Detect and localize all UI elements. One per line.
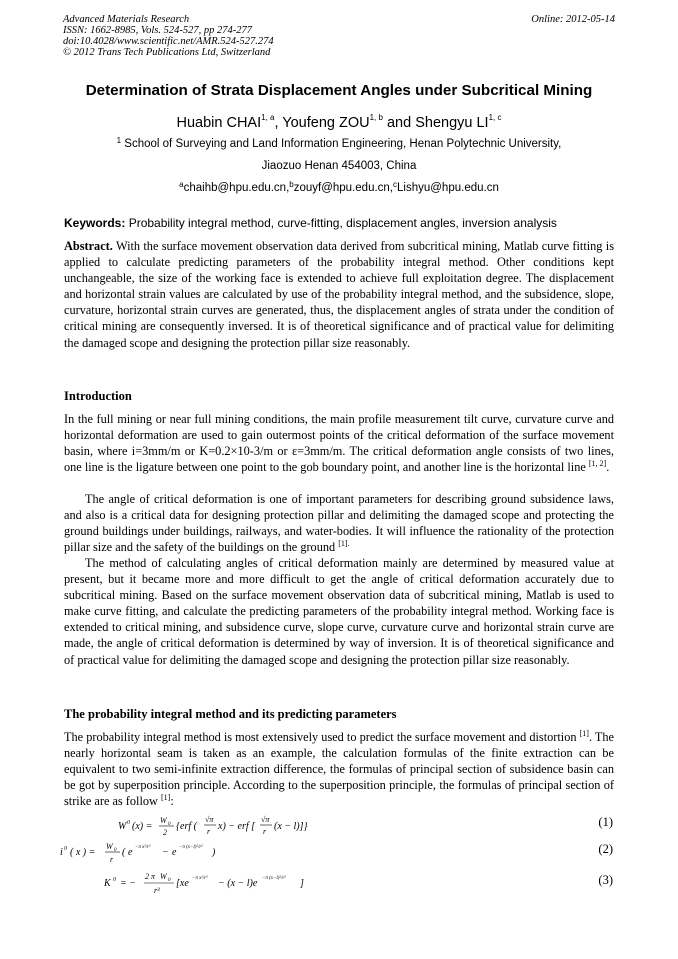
intro-p1-end: .	[606, 460, 610, 475]
author-sep: and	[382, 115, 416, 131]
author-sup: 1, a	[261, 113, 275, 122]
journal-name: Advanced Materials Research	[63, 14, 190, 25]
citation: [1]	[160, 793, 171, 803]
email-sup: c	[393, 180, 398, 189]
equation-number: (2)	[598, 842, 613, 856]
svg-text:0: 0	[113, 877, 116, 883]
doi-line: doi:10.4028/www.scientific.net/AMR.524-527.274	[63, 36, 274, 47]
svg-text:): )	[212, 847, 216, 858]
intro-p1-text: In the full mining or near full mining conditions, the main profile measurement tilt curve, curvature curve and horizontal deformation are used to gain outermost points of the critical deformation of the surface movement basin, where i=3mm/m or K=0.2×10-3/m or ε=3mm/m. The critical deformation angle consists of two lines, one line is the ligature between one point to the gob boundary point, and another line is the horizontal line	[64, 412, 614, 475]
method-paragraph-1	[64, 729, 614, 809]
svg-text:0: 0	[114, 848, 117, 853]
author-sup: 1, c	[488, 113, 502, 122]
journal-header	[63, 14, 615, 58]
email-sup: b	[289, 180, 294, 189]
affiliation-text: School of Surveying and Land Information Engineering, Henan Polytechnic University,	[121, 138, 562, 150]
svg-text:{erf (: {erf (	[176, 821, 197, 832]
intro-p2-text: The angle of critical deformation is one of important parameters for describing ground subsidence laws, and also is a critical data for designing protection pillar and delimiting the damaged scope and protecting the ground buildings under buildings, railways, and water-bodies. It will influence the rationality of the protection pillar size and the safety of the buildings on the ground	[64, 492, 614, 555]
keywords-label: Keywords:	[64, 216, 126, 230]
svg-text:( x ) =: ( x ) =	[70, 847, 96, 858]
svg-text:2: 2	[163, 828, 167, 837]
svg-text:(x − l)]}: (x − l)]}	[274, 821, 308, 832]
svg-text:(x) =: (x) =	[132, 821, 153, 832]
method-p1-end: :	[170, 794, 174, 809]
equation-2-formula	[60, 836, 250, 866]
author-name: Huabin CHAI	[176, 115, 262, 131]
online-date: Online: 2012-05-14	[531, 14, 615, 25]
svg-text:W: W	[160, 872, 167, 881]
svg-text:i: i	[60, 847, 63, 858]
equation-3	[104, 866, 324, 900]
citation: [1].	[338, 539, 350, 549]
svg-text:x) − erf [: x) − erf [	[218, 821, 256, 832]
svg-text:− (x − l)e: − (x − l)e	[218, 878, 258, 889]
svg-text:0: 0	[168, 822, 171, 827]
email-sup: a	[179, 180, 184, 189]
email-address[interactable]: Lishyu@hpu.edu.cn	[397, 182, 499, 194]
abstract	[64, 238, 614, 351]
svg-text:e: e	[172, 847, 177, 858]
svg-text:]: ]	[300, 878, 304, 889]
section-heading-introduction: Introduction	[64, 389, 132, 403]
intro-paragraph-1	[64, 411, 614, 475]
affiliation-line-2: Jiaozuo Henan 454003, China	[261, 160, 417, 172]
svg-text:2 π: 2 π	[145, 872, 156, 881]
svg-text:−π (x−l)²/r²: −π (x−l)²/r²	[179, 845, 203, 850]
svg-text:[xe: [xe	[176, 878, 189, 889]
svg-text:√π: √π	[261, 815, 270, 824]
email-list	[0, 182, 678, 194]
svg-text:−π x²/r²: −π x²/r²	[192, 876, 208, 881]
email-address[interactable]: zouyf@hpu.edu.cn,	[293, 182, 394, 194]
svg-text:−: −	[162, 847, 169, 858]
equation-number: (1)	[598, 815, 613, 829]
svg-text:√π: √π	[205, 815, 214, 824]
method-p1-text: The probability integral method is most extensively used to predict the surface movement and distortion	[64, 730, 580, 744]
citation: [1, 2]	[588, 459, 607, 469]
citation: [1]	[579, 729, 589, 738]
abstract-text: With the surface movement observation data derived from subcritical mining, Matlab curve fitting is applied to calculate predicting parameters of the probability integral method. Other conditions kept unchangeable, the size of the working face is extended to achieve full exploitation degree. The displacement and horizontal strain values are calculated by use of the probability integral method, and the subsidence, slope, curvature, horizontal strain curves are generated, thus, the displacement angles of strata under the condition of critical mining are consequently inversed. It is of theoretical significance and of practical value for delimiting the damaged scope and designing the protection pillar size reasonably.	[64, 239, 614, 350]
svg-text:W: W	[118, 821, 127, 832]
email-address[interactable]: chaihb@hpu.edu.cn,	[183, 182, 290, 194]
svg-text:e: e	[128, 847, 133, 858]
issn-line: ISSN: 1662-8985, Vols. 524-527, pp 274-277	[63, 25, 252, 36]
svg-text:K: K	[104, 878, 111, 889]
svg-text:0: 0	[127, 820, 130, 826]
svg-text:W: W	[106, 842, 113, 851]
affiliation-sup: 1	[116, 136, 122, 145]
svg-text:r³: r³	[154, 886, 160, 895]
copyright-line: © 2012 Trans Tech Publications Ltd, Switzerland	[63, 47, 271, 58]
intro-paragraph-3	[64, 555, 614, 668]
author-sup: 1, b	[369, 113, 383, 122]
keywords	[64, 216, 624, 230]
author-name: Shengyu LI	[415, 115, 489, 131]
equation-2	[60, 836, 250, 868]
svg-text:−π (x−l)²/r²: −π (x−l)²/r²	[262, 876, 286, 881]
svg-text:W: W	[160, 816, 167, 825]
affiliation-line-1	[0, 138, 678, 150]
intro-p3-text: The method of calculating angles of critical deformation mainly are determined by measured value at present, but it became more and more difficult to get the angle of critical deformation accurately due to subcritical mining. Based on the surface movement observation data of subcritical mining, Matlab is used to make curve fitting, and calculate the predicting parameters of the probability integral method. Working face is extended to critical mining, and subsidence curve, slope curve, curvature curve and horizontal strain curve are made, the angle of critical deformation is determined by way of inversion. It is of theoretical significance and of practical value for delimiting the damaged scope and designing the protection pillar size reasonably.	[64, 556, 614, 667]
svg-text:= −: = −	[120, 878, 136, 889]
svg-text:−π x²/r²: −π x²/r²	[135, 845, 151, 850]
svg-text:(: (	[122, 847, 126, 858]
intro-paragraph-2	[64, 491, 614, 555]
svg-text:r: r	[207, 827, 211, 836]
svg-text:0: 0	[168, 878, 171, 883]
svg-text:0: 0	[64, 846, 67, 852]
keywords-text: Probability integral method, curve-fitting, displacement angles, inversion analysis	[125, 216, 557, 230]
abstract-label: Abstract.	[64, 239, 113, 253]
svg-text:r: r	[263, 827, 267, 836]
author-name: Youfeng ZOU	[282, 115, 370, 131]
author-sep: ,	[274, 115, 283, 131]
author-list	[0, 115, 678, 131]
section-heading-method: The probability integral method and its predicting parameters	[64, 707, 397, 721]
method-p1-text-2: . The nearly horizontal seam is taken as an example, the calculation formulas of the finite extraction can be equivalent to two semi-infinite extraction difference, the formulas of principal section of subsidence basin can be got by superposition principle. According to the superposition principle, the formulas of principal section of strike are as follow	[64, 730, 615, 809]
equation-number: (3)	[598, 873, 613, 887]
equation-3-formula	[104, 866, 324, 898]
paper-title: Determination of Strata Displacement Angles under Subcritical Mining	[85, 82, 593, 99]
svg-text:r: r	[110, 855, 114, 864]
equation-1-formula	[118, 812, 328, 838]
